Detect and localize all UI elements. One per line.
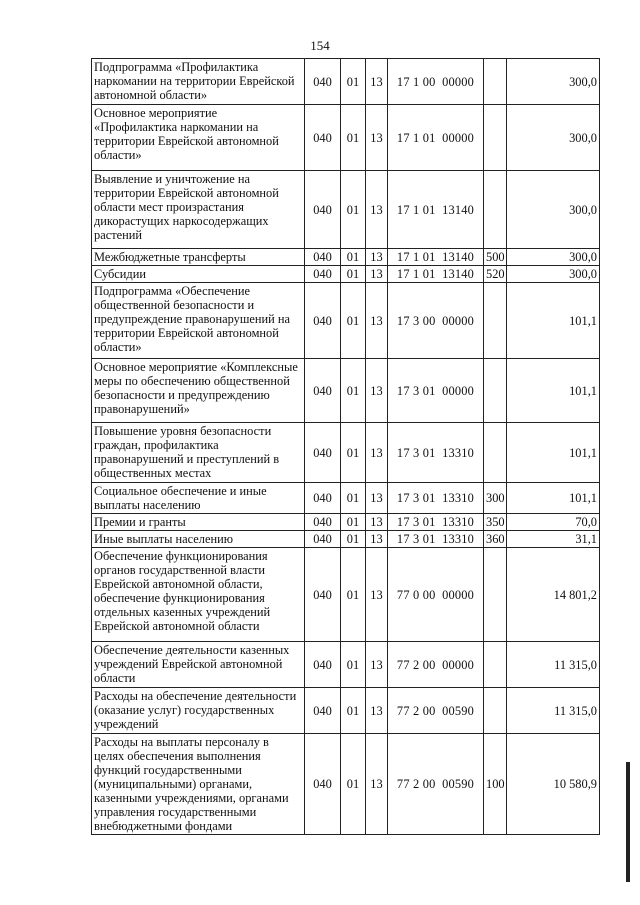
- grbs-cell: 040: [305, 483, 341, 514]
- expense-type-cell: [484, 423, 507, 483]
- section-cell: 01: [341, 171, 366, 249]
- target-article-cell: 77 2 00 00000: [388, 642, 484, 688]
- section-cell: 01: [341, 249, 366, 266]
- subsection-cell: 13: [366, 105, 388, 171]
- amount-cell: 11 315,0: [507, 688, 600, 734]
- section-cell: 01: [341, 105, 366, 171]
- subsection-cell: 13: [366, 171, 388, 249]
- target-article-cell: 17 3 01 13310: [388, 423, 484, 483]
- target-article-cell: 17 3 00 00000: [388, 283, 484, 359]
- row-name-cell: Повышение уровня безопасности граждан, профилактика правонарушений и преступлений в общественных местах: [92, 423, 305, 483]
- target-article-cell: 77 2 00 00590: [388, 688, 484, 734]
- section-cell: 01: [341, 548, 366, 642]
- amount-cell: 101,1: [507, 359, 600, 423]
- expense-type-cell: 100: [484, 734, 507, 835]
- amount-cell: 10 580,9: [507, 734, 600, 835]
- table-row: [92, 642, 600, 688]
- section-cell: 01: [341, 359, 366, 423]
- expense-type-cell: [484, 548, 507, 642]
- table-row: [92, 423, 600, 483]
- section-cell: 01: [341, 514, 366, 531]
- row-name-cell: Основное мероприятие «Профилактика наркомании на территории Еврейской автономной области»: [92, 105, 305, 171]
- amount-cell: 11 315,0: [507, 642, 600, 688]
- section-cell: 01: [341, 483, 366, 514]
- subsection-cell: 13: [366, 249, 388, 266]
- grbs-cell: 040: [305, 171, 341, 249]
- subsection-cell: 13: [366, 423, 388, 483]
- target-article-cell: 77 0 00 00000: [388, 548, 484, 642]
- grbs-cell: 040: [305, 249, 341, 266]
- table-row: [92, 59, 600, 105]
- row-name-cell: Субсидии: [92, 266, 305, 283]
- grbs-cell: 040: [305, 514, 341, 531]
- amount-cell: 101,1: [507, 483, 600, 514]
- target-article-cell: 17 1 00 00000: [388, 59, 484, 105]
- subsection-cell: 13: [366, 688, 388, 734]
- section-cell: 01: [341, 734, 366, 835]
- expense-type-cell: 360: [484, 531, 507, 548]
- amount-cell: 300,0: [507, 171, 600, 249]
- amount-cell: 101,1: [507, 283, 600, 359]
- amount-cell: 300,0: [507, 59, 600, 105]
- row-name-cell: Подпрограмма «Профилактика наркомании на территории Еврейской автономной области»: [92, 59, 305, 105]
- target-article-cell: 17 1 01 00000: [388, 105, 484, 171]
- subsection-cell: 13: [366, 531, 388, 548]
- expense-type-cell: [484, 688, 507, 734]
- subsection-cell: 13: [366, 734, 388, 835]
- table-row: [92, 734, 600, 835]
- expense-type-cell: [484, 283, 507, 359]
- grbs-cell: 040: [305, 642, 341, 688]
- subsection-cell: 13: [366, 514, 388, 531]
- table-row: [92, 249, 600, 266]
- page-number: 154: [310, 38, 330, 53]
- row-name-cell: Иные выплаты населению: [92, 531, 305, 548]
- section-cell: 01: [341, 423, 366, 483]
- table-row: [92, 359, 600, 423]
- amount-cell: 70,0: [507, 514, 600, 531]
- target-article-cell: 17 3 01 13310: [388, 531, 484, 548]
- grbs-cell: 040: [305, 688, 341, 734]
- grbs-cell: 040: [305, 359, 341, 423]
- expense-type-cell: 520: [484, 266, 507, 283]
- row-name-cell: Основное мероприятие «Комплексные меры по обеспечению общественной безопасности и предупреждению правонарушений»: [92, 359, 305, 423]
- table-row: [92, 531, 600, 548]
- target-article-cell: 17 1 01 13140: [388, 266, 484, 283]
- amount-cell: 14 801,2: [507, 548, 600, 642]
- row-name-cell: Премии и гранты: [92, 514, 305, 531]
- grbs-cell: 040: [305, 548, 341, 642]
- row-name-cell: Межбюджетные трансферты: [92, 249, 305, 266]
- grbs-cell: 040: [305, 283, 341, 359]
- subsection-cell: 13: [366, 359, 388, 423]
- amount-cell: 300,0: [507, 249, 600, 266]
- expense-type-cell: [484, 171, 507, 249]
- subsection-cell: 13: [366, 283, 388, 359]
- row-name-cell: Социальное обеспечение и иные выплаты населению: [92, 483, 305, 514]
- grbs-cell: 040: [305, 734, 341, 835]
- section-cell: 01: [341, 59, 366, 105]
- row-name-cell: Расходы на выплаты персоналу в целях обеспечения выполнения функций государственными (муниципальными) органами, казенными учреждениями, органами управления государственными внебюджетными фондами: [92, 734, 305, 835]
- table-row: [92, 514, 600, 531]
- section-cell: 01: [341, 283, 366, 359]
- subsection-cell: 13: [366, 548, 388, 642]
- target-article-cell: 77 2 00 00590: [388, 734, 484, 835]
- subsection-cell: 13: [366, 59, 388, 105]
- row-name-cell: Обеспечение деятельности казенных учреждений Еврейской автономной области: [92, 642, 305, 688]
- row-name-cell: Выявление и уничтожение на территории Еврейской автономной области мест произрастания дикорастущих наркосодержащих растений: [92, 171, 305, 249]
- amount-cell: 101,1: [507, 423, 600, 483]
- table-row: [92, 483, 600, 514]
- table-row: [92, 283, 600, 359]
- table-row: [92, 548, 600, 642]
- target-article-cell: 17 1 01 13140: [388, 249, 484, 266]
- amount-cell: 300,0: [507, 266, 600, 283]
- expense-type-cell: [484, 642, 507, 688]
- table-row: [92, 171, 600, 249]
- subsection-cell: 13: [366, 642, 388, 688]
- expense-type-cell: [484, 59, 507, 105]
- grbs-cell: 040: [305, 59, 341, 105]
- subsection-cell: 13: [366, 266, 388, 283]
- section-cell: 01: [341, 531, 366, 548]
- budget-table: [91, 58, 600, 835]
- table-row: [92, 105, 600, 171]
- amount-cell: 31,1: [507, 531, 600, 548]
- target-article-cell: 17 3 01 13310: [388, 483, 484, 514]
- section-cell: 01: [341, 688, 366, 734]
- row-name-cell: Обеспечение функционирования органов государственной власти Еврейской автономной области, обеспечение функционирования отдельных казенных учреждений Еврейской автономной области: [92, 548, 305, 642]
- expense-type-cell: 350: [484, 514, 507, 531]
- section-cell: 01: [341, 266, 366, 283]
- expense-type-cell: [484, 105, 507, 171]
- expense-type-cell: [484, 359, 507, 423]
- target-article-cell: 17 3 01 00000: [388, 359, 484, 423]
- target-article-cell: 17 1 01 13140: [388, 171, 484, 249]
- grbs-cell: 040: [305, 531, 341, 548]
- grbs-cell: 040: [305, 423, 341, 483]
- expense-type-cell: 500: [484, 249, 507, 266]
- margin-scan-line: [626, 762, 630, 882]
- section-cell: 01: [341, 642, 366, 688]
- row-name-cell: Расходы на обеспечение деятельности (оказание услуг) государственных учреждений: [92, 688, 305, 734]
- grbs-cell: 040: [305, 105, 341, 171]
- table-row: [92, 688, 600, 734]
- subsection-cell: 13: [366, 483, 388, 514]
- grbs-cell: 040: [305, 266, 341, 283]
- table-row: [92, 266, 600, 283]
- target-article-cell: 17 3 01 13310: [388, 514, 484, 531]
- row-name-cell: Подпрограмма «Обеспечение общественной безопасности и предупреждение правонарушений на территории Еврейской автономной области»: [92, 283, 305, 359]
- expense-type-cell: 300: [484, 483, 507, 514]
- amount-cell: 300,0: [507, 105, 600, 171]
